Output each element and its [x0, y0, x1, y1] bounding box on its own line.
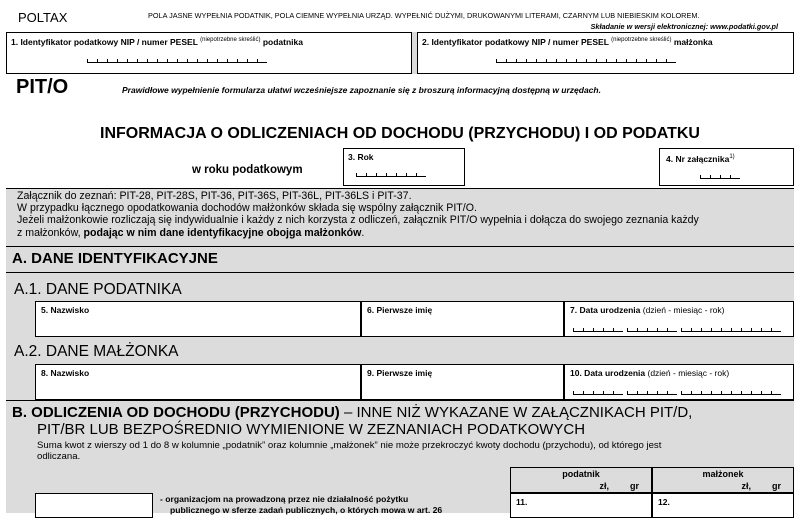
info-line-4b: podając w nim dane identyfikacyjne obojga małżonków: [83, 226, 362, 239]
col-taxpayer-currency: zł,: [599, 481, 609, 491]
info-line-1: Załącznik do zeznań: PIT-28, PIT-28S, PIT-36, PIT-36S, PIT-36L, PIT-36LS i PIT-37.: [17, 190, 412, 202]
col-spouse-label: małżonek: [702, 469, 744, 479]
first-name-field[interactable]: [361, 301, 564, 337]
attachment-number-label: 4. Nr załącznika: [666, 154, 730, 164]
poltax-label: POLTAX: [18, 10, 68, 25]
spouse-birth-date-year-ticks: [681, 391, 781, 395]
taxpayer-id-field[interactable]: [6, 32, 412, 74]
form-hint: Prawidłowe wypełnienie formularza ułatwi wcześniejsze zapoznanie się z broszurą informacyjną dostępną w urzędach.: [122, 85, 601, 95]
spouse-surname-label: 8. Nazwisko: [41, 368, 90, 378]
field-12-label: 12.: [658, 497, 670, 507]
birth-date-hint: (dzień - miesiąc - rok): [642, 305, 725, 315]
spouse-birth-date-field[interactable]: [564, 364, 794, 400]
info-line-2: W przypadku łącznego opodatkowania dochodów małżonków składa się wspólny załącznik PIT/O.: [17, 202, 477, 215]
row1-desc-1: - organizacjom na prowadzoną przez nie działalność pożytku: [160, 494, 409, 504]
spouse-birth-date-label: 10. Data urodzenia: [570, 368, 646, 378]
surname-field[interactable]: [35, 301, 361, 337]
section-a2-title: A.2. DANE MAŁŻONKA: [14, 343, 179, 360]
section-a1-title: A.1. DANE PODATNIKA: [14, 281, 182, 298]
spouse-birth-date-month-ticks: [627, 391, 677, 395]
spouse-id-suffix: małżonka: [673, 37, 713, 47]
field-11-label: 11.: [516, 497, 528, 507]
form-title: INFORMACJA O ODLICZENIACH OD DOCHODU (PRZYCHODU) I OD PODATKU: [100, 125, 700, 142]
spouse-id-field[interactable]: [417, 32, 794, 74]
birth-date-year-ticks: [681, 328, 781, 332]
spouse-id-ticks: [496, 59, 676, 63]
spouse-first-name-field[interactable]: [361, 364, 564, 400]
col-header-taxpayer: [510, 467, 652, 493]
section-b-title: B. ODLICZENIA OD DOCHODU (PRZYCHODU): [12, 404, 340, 421]
spouse-amount-field-12[interactable]: [652, 493, 794, 518]
spouse-birth-date-day-ticks: [573, 391, 623, 395]
attachment-number-ticks: [700, 175, 740, 179]
year-label: w roku podatkowym: [192, 164, 303, 176]
year-ticks: [356, 173, 426, 177]
section-b-title-line2: PIT/BR LUB BEZPOŚREDNIO WYMIENIONE W ZEZNANIACH PODATKOWYCH: [37, 421, 586, 438]
birth-date-day-ticks: [573, 328, 623, 332]
spouse-id-note: (niepotrzebne skreślić): [611, 37, 672, 44]
section-b-note-1: Suma kwot z wierszy od 1 do 8 w kolumnie „podatnik” oraz kolumnie „małżonek” nie może przekroczyć kwoty dochodu (przychodu), od którego jest: [37, 440, 662, 451]
taxpayer-id-ticks: [87, 59, 267, 63]
birth-date-month-ticks: [627, 328, 677, 332]
attachment-number-field[interactable]: [659, 148, 794, 186]
first-name-label: 6. Pierwsze imię: [367, 305, 433, 315]
col-spouse-currency: zł,: [741, 481, 751, 491]
spouse-surname-field[interactable]: [35, 364, 361, 400]
row1-number-cell: [35, 493, 153, 518]
info-line-4c: .: [361, 226, 365, 239]
col-header-spouse: [652, 467, 794, 493]
section-a-title: A. DANE IDENTYFIKACYJNE: [12, 250, 218, 267]
info-line-3: Jeżeli małżonkowie rozliczają się indywidualnie i każdy z nich korzysta z odliczeń, załącznik PIT/O wypełnia i dołącza do swojego zeznania każdy: [17, 214, 699, 227]
taxpayer-id-suffix: podatnika: [262, 37, 303, 47]
spouse-id-label: 2. Identyfikator podatkowy NIP / numer PESEL: [422, 37, 609, 47]
section-a-divider: [6, 272, 794, 273]
attachment-number-sup: 1): [729, 154, 735, 161]
year-field-label: 3. Rok: [348, 152, 374, 162]
form-code: PIT/O: [16, 76, 69, 98]
fill-instruction: POLA JASNE WYPEŁNIA PODATNIK, POLA CIEMNE WYPEŁNIA URZĄD. WYPEŁNIĆ DUŻYMI, DRUKOWANYMI LITERAMI, CZARNYM LUB NIEBIESKIM KOLOREM.: [148, 11, 700, 20]
spouse-first-name-label: 9. Pierwsze imię: [367, 368, 433, 378]
section-b-note-2: odliczana.: [37, 451, 81, 462]
row1-desc-2: publicznego w sferze zadań publicznych, o których mowa w art. 26: [170, 505, 443, 515]
col-taxpayer-label: podatnik: [562, 469, 600, 479]
year-field[interactable]: [343, 148, 465, 186]
taxpayer-id-note: (niepotrzebne skreślić): [200, 37, 261, 44]
spouse-birth-date-hint: (dzień - miesiąc - rok): [647, 368, 730, 378]
col-taxpayer-gr: gr: [630, 481, 639, 491]
birth-date-field[interactable]: [564, 301, 794, 337]
birth-date-label: 7. Data urodzenia: [570, 305, 641, 315]
electronic-filing-note: Składanie w wersji elektronicznej: www.podatki.gov.pl: [590, 22, 778, 31]
section-b-title-rest: – INNE NIŻ WYKAZANE W ZAŁĄCZNIKACH PIT/D,: [339, 404, 693, 421]
taxpayer-amount-field-11[interactable]: [510, 493, 652, 518]
info-line-4a: z małżonków,: [17, 226, 81, 239]
surname-label: 5. Nazwisko: [41, 305, 90, 315]
col-spouse-gr: gr: [772, 481, 781, 491]
taxpayer-id-label: 1. Identyfikator podatkowy NIP / numer PESEL: [11, 37, 198, 47]
